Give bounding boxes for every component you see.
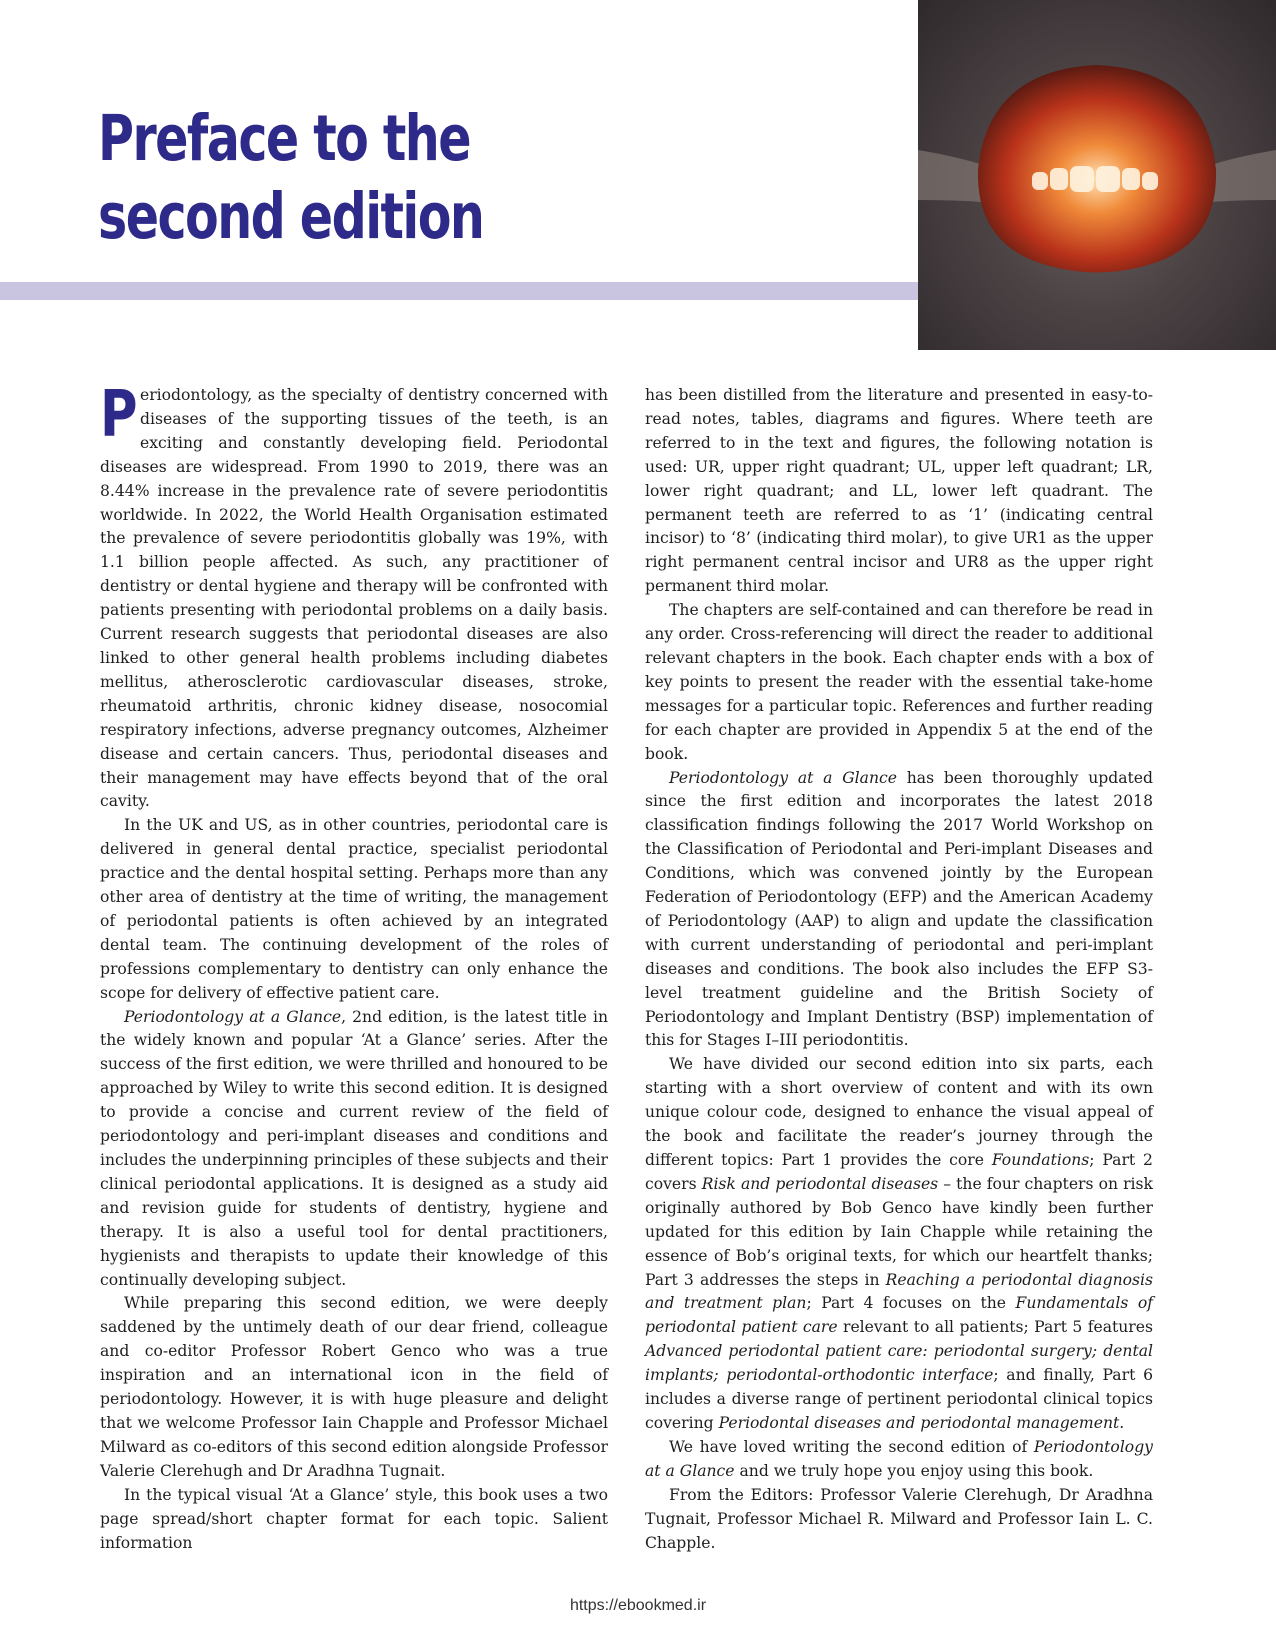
paragraph: We have divided our second edition into six parts, each starting with a short overview of content and with its own unique colour code, designed to enhance the visual appeal of the book and facilitate the reader’s journey through the different topics: Part 1 provides the core Foundations; Part 2 covers Risk and periodontal diseases – the four chapters on risk originally authored by Bob Genco have kindly been further updated for this edition by Iain Chapple while retaining the essence of Bob’s original texts, for which our heartfelt thanks; Part 3 addresses the steps in Reaching a periodontal diagnosis and treatment plan; Part 4 focuses on the Fundamentals of periodontal patient care relevant to all patients; Part 5 features Advanced periodontal patient care: periodontal surgery; dental implants; periodontal-orthodontic interface; and finally, Part 6 includes a diverse range of pertinent periodontal clinical topics covering Periodontal diseases and periodontal management. [645,1055,1154,1432]
page-title [98,100,644,256]
teeth-illustration [918,0,1276,350]
paragraph: The chapters are self-contained and can therefore be read in any order. Cross-referencing will direct the reader to additional relevant chapters in the book. Each chapter ends with a box of key points to present the reader with the essential take-home messages for a particular topic. References and further reading for each chapter are provided in Appendix 5 at the end of the book. [645,601,1153,763]
paragraph: We have loved writing the second edition of Periodontology at a Glance and we truly hope you enjoy using this book. [645,1437,1153,1480]
header-band [0,282,918,300]
drop-cap: P [100,378,138,452]
paragraph: While preparing this second edition, we were deeply saddened by the untimely death of our dear friend, colleague and co-editor Professor Robert Genco who was a true inspiration and an international icon in the field of periodontology. However, it is with huge pleasure and delight that we welcome Professor Iain Chapple and Professor Michael Milward as co-editors of this second edition alongside Professor Valerie Clerehugh and Dr Aradhna Tugnait. [100,1294,608,1480]
paragraph: In the UK and US, as in other countries, periodontal care is delivered in general dental practice, specialist periodontal practice and the dental hospital setting. Perhaps more than any other area of dentistry at the time of writing, the management of periodontal patients is often achieved by an integrated dental team. The continuing development of the roles of professions complementary to dentistry can only enhance the scope for delivery of effective patient care. [100,816,608,1002]
paragraph: In the typical visual ‘At a Glance’ style, this book uses a two page spread/short chapter format for each topic. Salient information [100,1485,608,1552]
footer-url[interactable]: https://ebookmed.ir [569,1597,707,1614]
title-line-1: Preface to the [98,102,471,175]
text-column-left [100,378,608,1555]
paragraph: From the Editors: Professor Valerie Clerehugh, Dr Aradhna Tugnait, Professor Michael R. Milward and Professor Iain L. C. Chapple. [645,1485,1153,1552]
title-line-2: second edition [98,180,484,253]
paragraph: Periodontology, as the specialty of dentistry concerned with diseases of the supporting tissues of the teeth, is an exciting and constantly developing field. Periodontal diseases are widespread. From 1990 to 2019, there was an 8.44% increase in the prevalence rate of severe periodontitis worldwide. In 2022, the World Health Organisation estimated the prevalence of severe periodontitis globally was 19%, with 1.1 billion people affected. As such, any practitioner of dentistry or dental hygiene and therapy will be confronted with patients presenting with periodontal problems on a daily basis. Current research suggests that periodontal diseases are also linked to other general health problems including diabetes mellitus, atherosclerotic cardiovascular diseases, stroke, rheumatoid arthritis, chronic kidney disease, nosocomial respiratory infections, adverse pregnancy outcomes, Alzheimer disease and certain cancers. Thus, periodontal diseases and their management may have effects beyond that of the oral cavity. [100,378,608,811]
paragraph: Periodontology at a Glance, 2nd edition, is the latest title in the widely known and popular ‘At a Glance’ series. After the success of the first edition, we were thrilled and honoured to be approached by Wiley to write this second edition. It is designed to provide a concise and current review of the field of periodontology and peri-implant diseases and conditions and includes the underpinning principles of these subjects and their clinical periodontal applications. It is designed as a study aid and revision guide for students of dentistry, hygiene and therapy. It is also a useful tool for dental practitioners, hygienists and therapists to update their knowledge of this continually developing subject. [100,1007,608,1289]
paragraph: Periodontology at a Glance has been thoroughly updated since the first edition and incorporates the latest 2018 classification findings following the 2017 World Workshop on the Classification of Periodontal and Peri-implant Diseases and Conditions, which was convened jointly by the European Federation of Periodontology (EFP) and the American Academy of Periodontology (AAP) to align and update the classification with current understanding of periodontal and peri-implant diseases and conditions. The book also includes the EFP S3-level treatment guideline and the British Society of Periodontology and Implant Dentistry (BSP) implementation of this for Stages I–III periodontitis. [645,768,1154,1050]
paragraph: has been distilled from the literature and presented in easy-to-read notes, tables, diagrams and figures. Where teeth are referred to in the text and figures, the following notation is used: UR, upper right quadrant; UL, upper left quadrant; LR, lower right quadrant; and LL, lower left quadrant. The permanent teeth are referred to as ‘1’ (indicating central incisor) to ‘8’ (indicating third molar), to give UR1 as the upper right permanent central incisor and UR8 as the upper right permanent third molar. [645,386,1153,596]
teeth-photo [918,0,1276,350]
text-column-right [645,384,1153,1555]
